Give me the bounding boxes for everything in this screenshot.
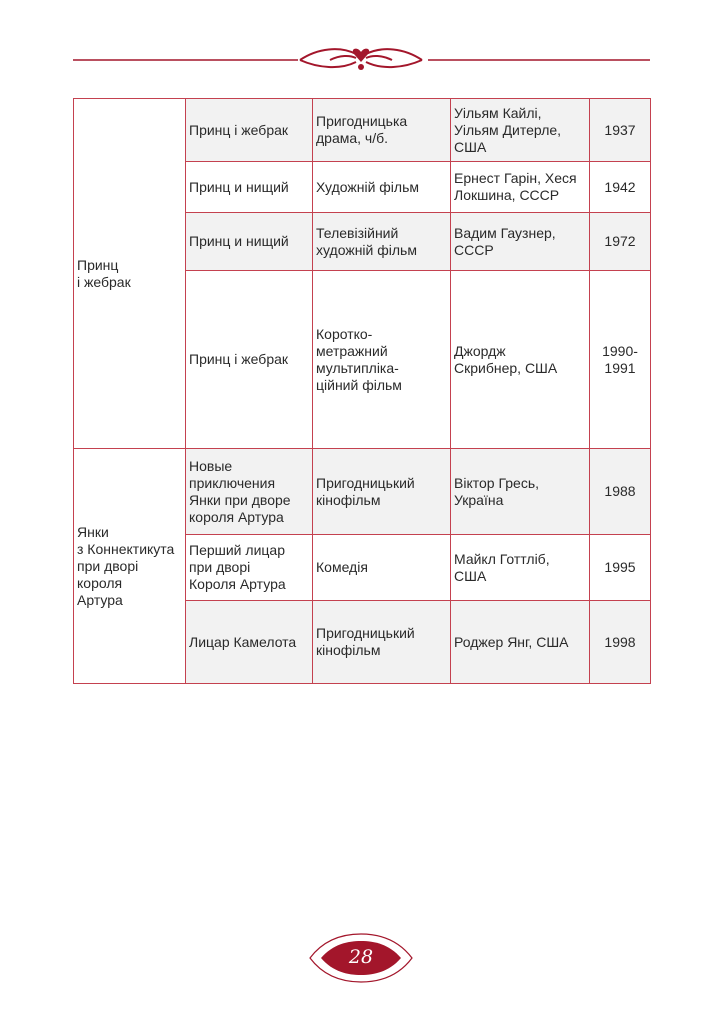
adaptation-title: Принц і жебрак [189,121,289,138]
authors-text: Ернест Гарін, Хеся Локшина, СССР [454,170,577,203]
adaptation-title-cell [186,162,313,213]
genre-text: Пригодницька драма, ч/б. [316,113,408,146]
year-cell [590,162,651,213]
genre-cell [313,535,451,601]
authors-text: Віктор Гресь, Україна [454,474,539,508]
genre-text: Коротко- метражний мультипліка- ційний фільм [316,325,402,393]
authors-cell [451,271,590,449]
page-number: 28 [348,946,374,968]
authors-cell [451,449,590,535]
adaptation-title-cell [186,213,313,271]
year-cell [590,601,651,684]
original-work-cell [74,449,186,684]
authors-cell [451,535,590,601]
adaptation-title: Лицар Камелота [189,633,297,650]
header-ornament [0,38,722,78]
authors-cell [451,162,590,213]
authors-cell [451,213,590,271]
genre-cell [313,213,451,271]
genre-cell [313,271,451,449]
authors-text: Роджер Янг, США [454,633,569,650]
year-text: 1942 [604,178,636,195]
adaptation-title-cell [186,535,313,601]
genre-text: Комедія [316,559,368,575]
authors-cell [451,601,590,684]
year-text: 1988 [604,483,636,499]
genre-text: Пригодницький кінофільм [316,474,415,508]
adaptation-title: Принц и нищий [189,178,289,195]
header-heart-icon [353,49,369,70]
table-row [74,99,651,162]
authors-text: Джордж Скрибнер, США [454,342,558,376]
authors-cell [451,99,590,162]
genre-cell [313,449,451,535]
genre-cell [313,162,451,213]
adaptation-title: Принц і жебрак [189,351,289,367]
original-work-title: Янки з Коннектикута при дворі короля Артура [77,523,175,608]
year-cell [590,535,651,601]
year-cell [590,449,651,535]
original-work-title: Принц і жебрак [77,256,131,290]
original-work-cell [74,99,186,449]
year-text: 1990- 1991 [602,342,638,376]
table-row [74,449,651,535]
adaptation-title: Новые приключения Янки при дворе короля Артура [189,457,291,525]
year-text: 1995 [604,559,636,575]
adaptation-title-cell [186,271,313,449]
genre-cell [313,601,451,684]
year-text: 1972 [604,233,636,249]
adaptation-title-cell [186,99,313,162]
authors-text: Уільям Кайлі, Уільям Дитерле, США [454,104,562,155]
year-cell [590,99,651,162]
year-cell [590,271,651,449]
authors-text: Майкл Готтліб, США [454,550,550,584]
genre-cell [313,99,451,162]
genre-text: Пригодницький кінофільм [316,625,415,658]
adaptation-title: Принц и нищий [189,233,289,249]
adaptations-table [73,98,651,684]
year-text: 1998 [604,633,636,650]
authors-text: Вадим Гаузнер, СССР [454,224,556,258]
genre-text: Телевізійний художній фільм [316,224,417,258]
genre-text: Художній фільм [316,178,419,195]
year-text: 1937 [604,121,636,138]
year-cell [590,213,651,271]
adaptation-title-cell [186,449,313,535]
adaptation-title-cell [186,601,313,684]
adaptation-title: Перший лицар при дворі Короля Артура [189,542,286,592]
